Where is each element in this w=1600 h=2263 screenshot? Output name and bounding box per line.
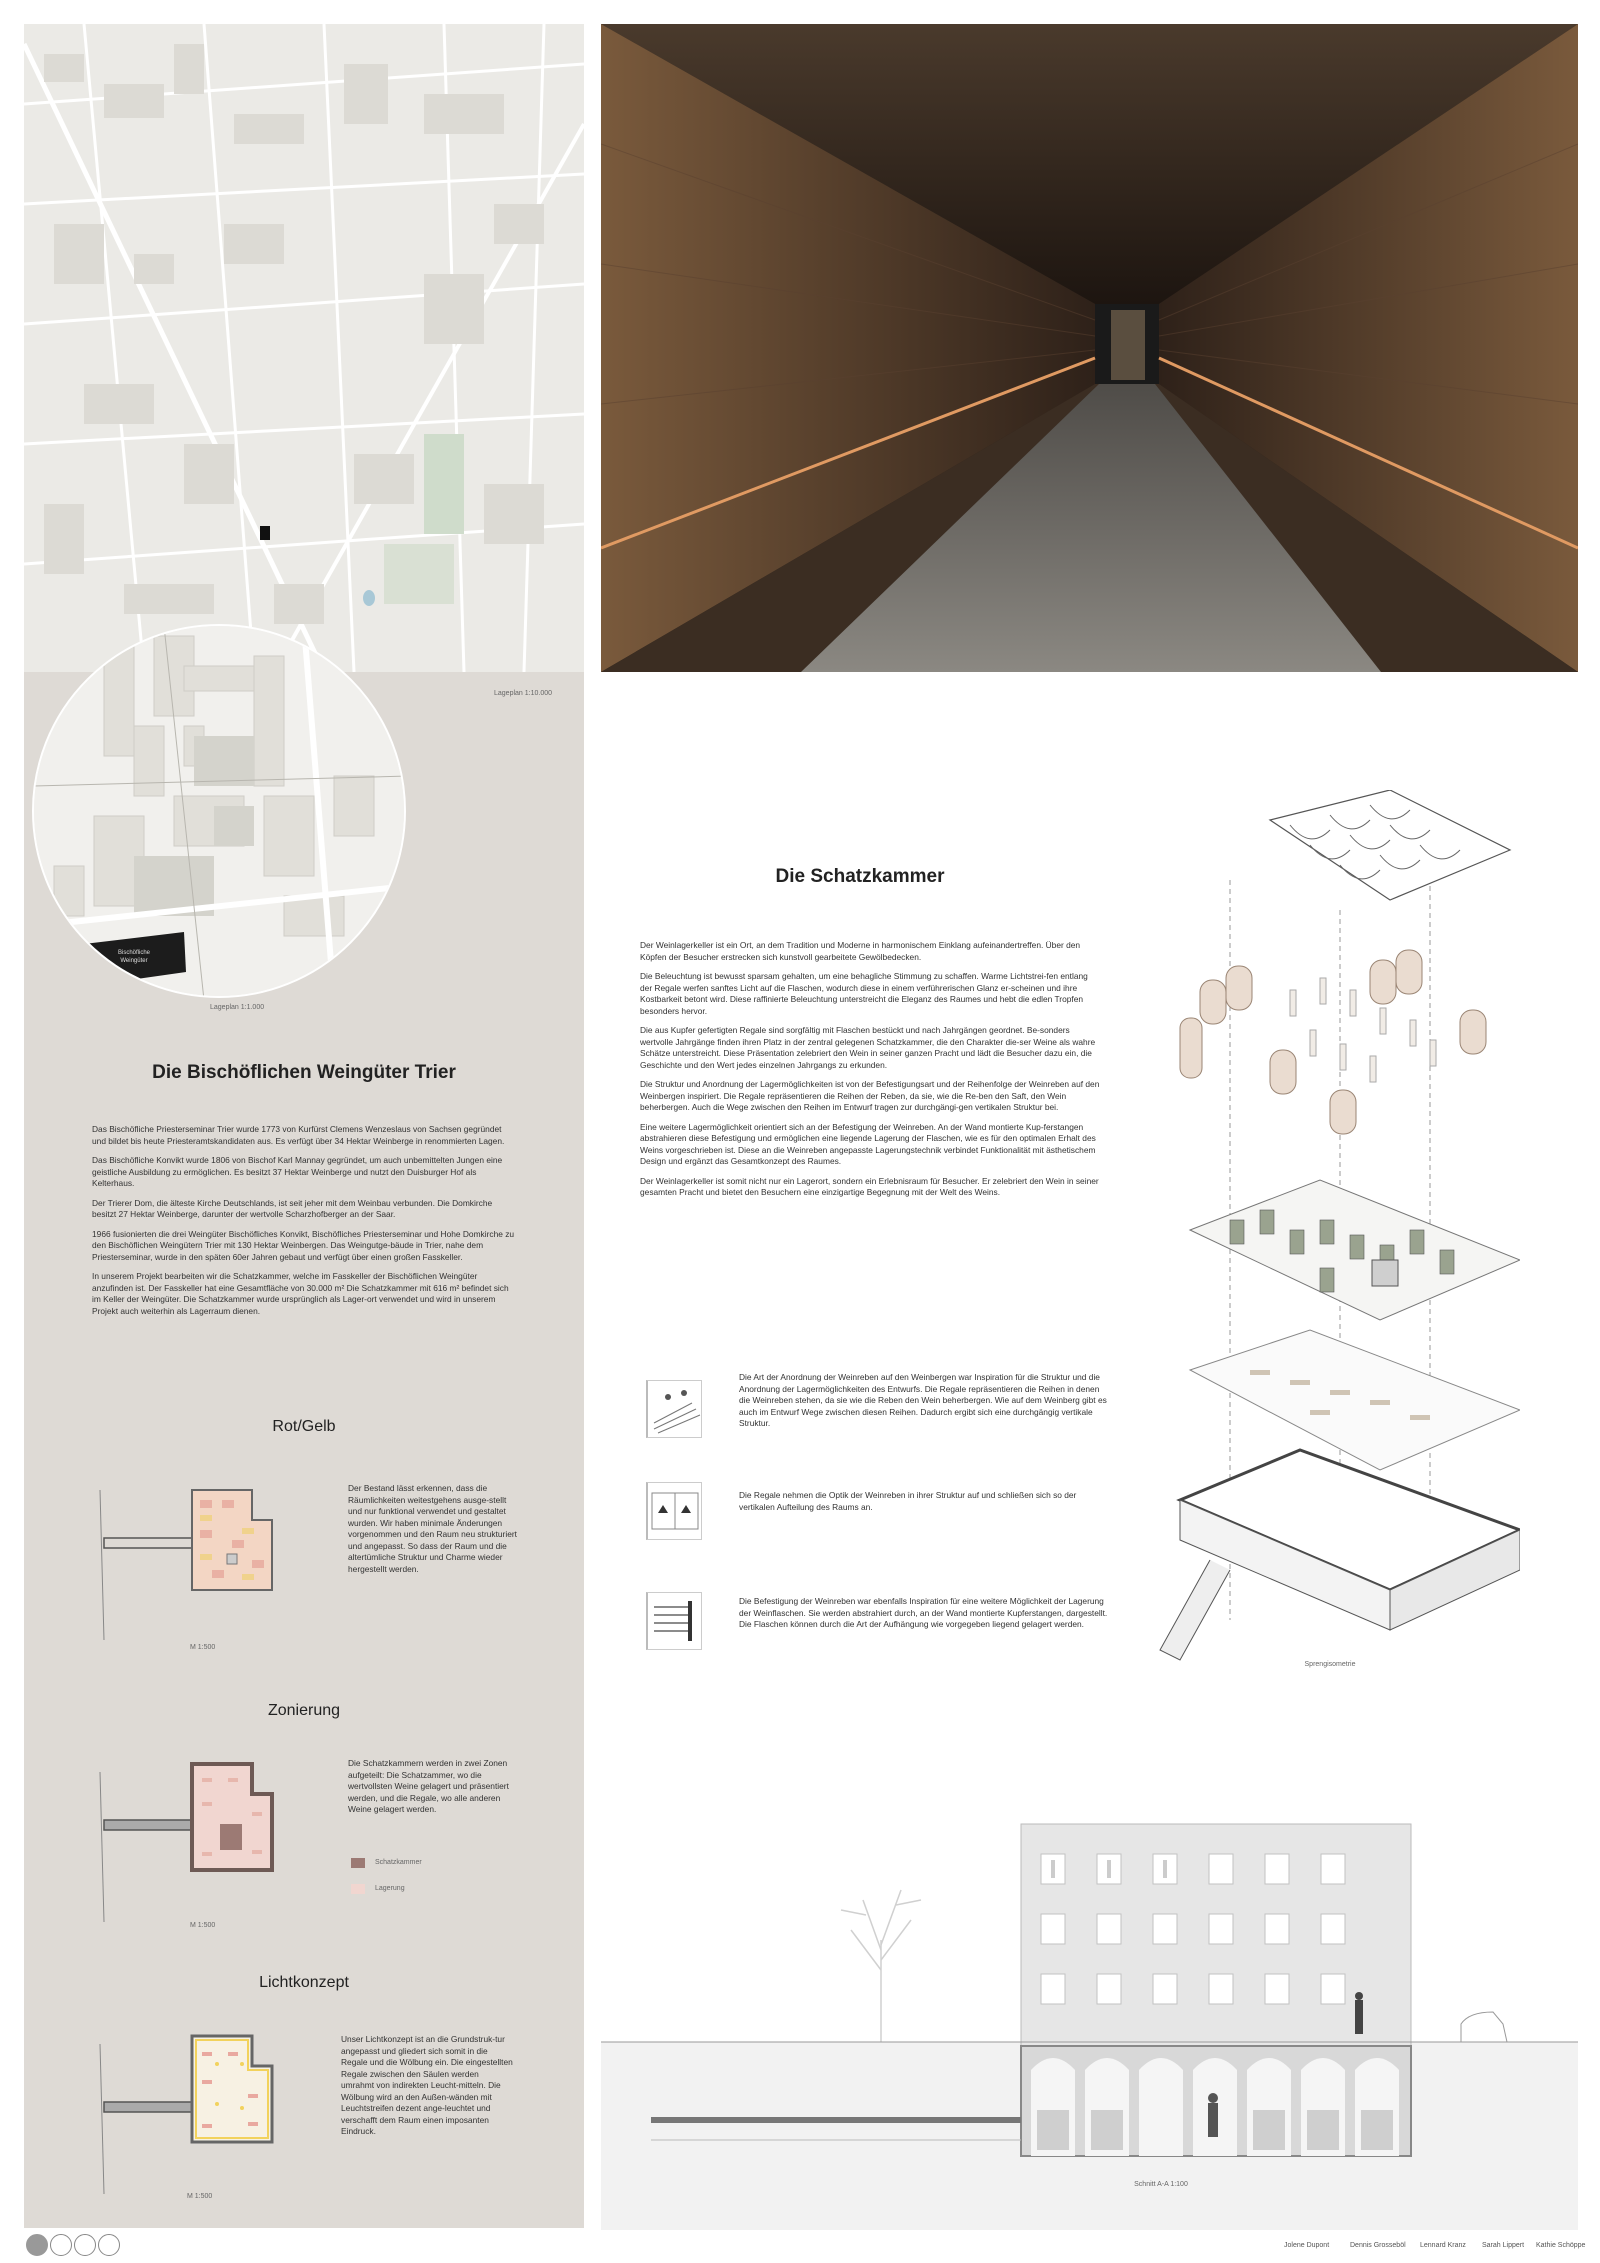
section-title-lichtkonzept: Lichtkonzept xyxy=(259,1974,349,1991)
inspiration-text: Die Art der Anordnung der Weinreben auf den Weinbergen war Inspiration für die Struktur und die Anordnung der Lagermöglichkeiten des Entwurfs. Die Regale repräsentieren die Reihen in denen die Weinreben stehen, da sie wie die Reben den Wein beherbergen. Wie auf dem Weinberg gibt es auch im Entwurf Wege zwischen diesen Reihen. Dadurch ergibt sich eine durchgängig vertikale Struktur. xyxy=(739,1372,1107,1428)
plan-lichtkonzept xyxy=(92,2024,332,2194)
exploded-axonometric xyxy=(1140,790,1520,1670)
left-paragraph: In unserem Projekt bearbeiten wir die Schatzkammer, welche im Fasskeller der Bischöflichen Weingüter anzufinden ist. Der Fasskeller hat eine Gesamtfläche von 30.000 m² Die Schatzkammer mit 616 m² befindet sich im Keller der Weingüter. Die Schatzkammer wurde ursprünglich als Lager-ort verwendet und wird in unserem Projekt auch weiterhin als Lagerraum dienen. xyxy=(92,1271,509,1316)
section-caption: Schnitt A-A 1:100 xyxy=(1134,2181,1188,2188)
right-paragraph: Der Weinlagerkeller ist ein Ort, an dem Tradition und Moderne in harmonischem Einklang aufeinandertreffen. Über den Köpfen der Besucher erstrecken sich kunstvoll gearbeitete Gewölbedecken. xyxy=(640,940,1081,962)
left-body xyxy=(92,1124,516,1325)
section-text-rot-gelb: Der Bestand lässt erkennen, dass die Räumlichkeiten weitestgehens ausge-stellt und nur funktional verwendet und gestaltet wurden. Wir haben minimale Änderungen vorgenommen und den Raum neu strukturiert und angepasst. So dass der Raum und die altertümliche Struktur und Charme wieder hergestellt werden. xyxy=(348,1483,517,1574)
section-title-rot-gelb: Rot/Gelb xyxy=(272,1418,336,1435)
author-name: Sarah Lippert xyxy=(1482,2242,1525,2249)
legend-label-schatzkammer: Schatzkammer xyxy=(375,1859,422,1866)
scale-rot-gelb: M 1:500 xyxy=(190,1644,216,1651)
left-paragraph: Das Bischöfliche Priesterseminar Trier wurde 1773 von Kurfürst Clemens Wenzeslaus von Sachsen gegründet und bildet bis heute Priesteramtskandidaten aus. Es verfügt über 34 Hektar Weinberge in renommierten Lagen. xyxy=(92,1124,505,1146)
section-title-zonierung: Zonierung xyxy=(267,1702,341,1719)
left-title: Die Bischöflichen Weingüter Trier xyxy=(152,1062,456,1083)
copper-rods-icon-drawing xyxy=(648,1593,702,1649)
section-drawing xyxy=(601,1820,1578,2230)
detail-map xyxy=(32,624,406,998)
legend-swatch-lagerung xyxy=(351,1884,365,1894)
plan-zonierung xyxy=(92,1752,332,1922)
left-paragraph: 1966 fusionierten die drei Weingüter Bischöfliches Konvikt, Bischöfliches Priesterseminar und Hohe Domkirche zu den Bischöflichen Weingütern Trier mit 130 Hektar Weinbergen. Das Weingutge-bäude in Trier, nahe dem Priesterseminar, wurde in den späten 60er Jahren gebaut und verfügt über einen großen Fasskeller. xyxy=(92,1228,515,1262)
building-label-1: Bischöfliche xyxy=(117,950,151,956)
author-name: Lennard Kranz xyxy=(1420,2242,1466,2249)
section-text-lichtkonzept: Unser Lichtkonzept ist an die Grundstruk-tur angepasst und gliedert sich somit in die Regale und die Wölbung ein. Die eingestellten Regale zwischen den Säulen werden umrahmt von indirekten Leucht-mitteln. Die Wölbung wird an den Außen-wänden mit Leuchtstreifen dezent ange-leuchtet und verschafft dem Raum einen imposanten Eindruck. xyxy=(341,2034,513,2136)
detail-map-caption: Lageplan 1:1.000 xyxy=(210,1004,265,1011)
legend-label-lagerung: Lagerung xyxy=(375,1885,405,1892)
page-dot-1[interactable] xyxy=(26,2234,48,2256)
right-paragraph: Eine weitere Lagermöglichkeit orientiert sich an der Befestigung der Weinreben. An der Wand montierte Kup-ferstangen abstrahieren diese Befestigung und ermöglichen eine liegende Lagerung der Flaschen, wie es für den optimalen Erhalt des Weins vorgeschrieben ist. Diese an die Weinreben angepasste Lagerungstechnik verbindet Funktionalität mit ästhetischem Design und ergänzt das Gesamtkonzept des Raumes. xyxy=(640,1121,1096,1166)
section-drawing-svg xyxy=(601,1820,1578,2230)
page-dot-2[interactable] xyxy=(50,2234,72,2256)
axo-caption: Sprengisometrie xyxy=(1304,1661,1356,1668)
left-paragraph: Der Trierer Dom, die älteste Kirche Deutschlands, ist seit jeher mit dem Weinbau verbunden. Die Domkirche besitzt 27 Hektar Weinberge, darunter der wertvolle Scharzhofberger an der Saar. xyxy=(92,1197,493,1219)
author-name: Kathie Schöppe xyxy=(1536,2242,1586,2249)
plan-rot-gelb xyxy=(92,1470,332,1640)
inspiration-text: Die Regale nehmen die Optik der Weinreben in ihrer Struktur auf und schließen sich so der vertikalen Aufteilung des Raums an. xyxy=(739,1490,1077,1512)
vineyard-rows-icon-drawing xyxy=(648,1381,702,1437)
cellar-corridor-render xyxy=(601,24,1578,672)
page-dot-4[interactable] xyxy=(98,2234,120,2256)
right-title: Die Schatzkammer xyxy=(775,866,945,887)
site-map xyxy=(24,24,584,672)
scale-lichtkonzept: M 1:500 xyxy=(187,2193,213,2200)
left-paragraph: Das Bischöfliche Konvikt wurde 1806 von Bischof Karl Mannay gegründet, um auch unbemittelten Jungen eine geistliche Ausbildung zu ermöglichen. Es besitzt 37 Hektar Weinberge und nutzt den Duisburger Hof als Kelterhaus. xyxy=(92,1155,503,1188)
section-text-zonierung: Die Schatzkammern werden in zwei Zonen aufgeteilt: Die Schatzammer, wo die wertvollsten Weine gelagert und präsentiert werden, und die Regale, wo alle anderen Weine gelagert werden. xyxy=(348,1758,509,1814)
site-map-drawing xyxy=(24,24,584,672)
plan-rot-gelb-drawing xyxy=(92,1470,332,1640)
plan-lichtkonzept-drawing xyxy=(92,2024,332,2194)
corridor-render-drawing xyxy=(601,24,1578,672)
page-dot-3[interactable] xyxy=(74,2234,96,2256)
right-body xyxy=(640,940,1100,1207)
right-paragraph: Die aus Kupfer gefertigten Regale sind sorgfältig mit Flaschen bestückt und nach Jahrgängen geordnet. Be-sonders wertvolle Jahrgänge finden ihren Platz in der zentral gelegenen Schatzkammer, die den Charakter die-ser Weine als wahre Schätze unterstreicht. Diese Präsentation zelebriert den Wein in seiner ganzen Pracht und lädt die Besucher dazu ein, die Geschichte und den Wert jedes einzelnen Jahrgangs zu erkunden. xyxy=(640,1025,1096,1070)
copper-rods-icon xyxy=(646,1592,702,1650)
vine-shelf-icon-drawing xyxy=(648,1483,702,1539)
scale-zonierung: M 1:500 xyxy=(190,1922,216,1929)
legend-swatch-schatzkammer xyxy=(351,1858,365,1868)
vine-shelf-icon xyxy=(646,1482,702,1540)
right-paragraph: Der Weinlagerkeller ist somit nicht nur ein Lagerort, sondern ein Erlebnisraum für Besucher. Er zelebriert den Wein in seiner gesamten Pracht und bietet den Besuchern eine einzigartige Begegnung mit der Welt des Weins. xyxy=(640,1175,1099,1197)
author-name: Dennis Grosseböl xyxy=(1350,2242,1406,2249)
right-paragraph: Die Beleuchtung ist bewusst sparsam gehalten, um eine behagliche Stimmung zu schaffen. Warme Lichtstrei-fen entlang der Regale werfen sanftes Licht auf die Flaschen, wodurch diese in einem verführerischen Glanz er-scheinen und ihre Kostbarkeit betont wird. Diese raffinierte Beleuchtung unterstreicht die Eleganz des Raumes und hebt die edlen Tropfen besonders hervor. xyxy=(640,971,1088,1016)
detail-map-drawing xyxy=(34,626,406,998)
legend-swatch-color xyxy=(351,1858,365,1868)
exploded-axonometric-drawing xyxy=(1140,790,1520,1670)
site-map-caption: Lageplan 1:10.000 xyxy=(494,690,552,697)
inspiration-text: Die Befestigung der Weinreben war ebenfalls Inspiration für eine weitere Möglichkeit der Lagerung der Weinflaschen. Sie werden abstrahiert durch, an der Wand montierte Kupferstangen, dargestellt. Die Flaschen können durch die Art der Aufhängung wie vorgegeben liegend gelagert werden. xyxy=(739,1596,1108,1629)
plan-zonierung-drawing xyxy=(92,1752,332,1922)
author-name: Jolene Dupont xyxy=(1284,2242,1330,2249)
vineyard-rows-icon xyxy=(646,1380,702,1438)
building-label-2: Weingüter xyxy=(120,958,148,964)
right-paragraph: Die Struktur und Anordnung der Lagermöglichkeiten ist von der Befestigungsart und der Reihenfolge der Weinreben auf den Weinbergen inspiriert. Die Regale repräsentieren die Reihen der Reben, da sie, wie die Re-ben den Saft, den Wein beherbergen. Auch die Wege zwischen den Reihen im Entwurf tragen zur durchgängi-gen vertikalen Struktur bei. xyxy=(640,1079,1100,1112)
